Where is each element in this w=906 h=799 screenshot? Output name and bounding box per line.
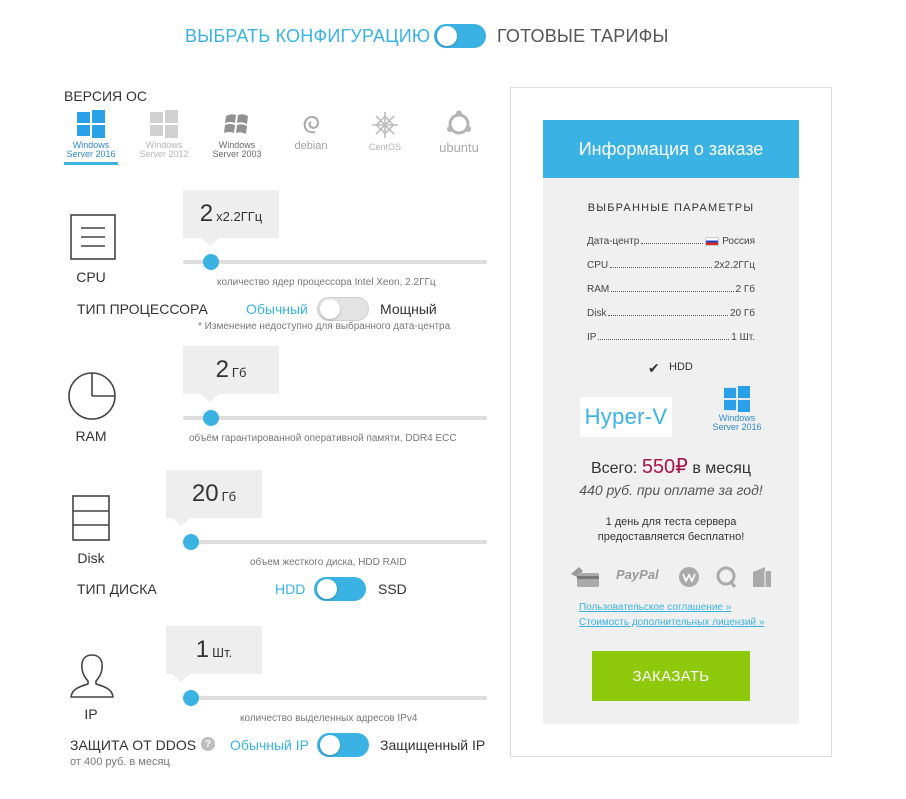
checkmark-icon: ✔ bbox=[648, 360, 660, 376]
windows-logo-icon bbox=[723, 386, 751, 412]
os-label: CentOS bbox=[368, 142, 401, 152]
selected-params-title: ВЫБРАННЫЕ ПАРАМЕТРЫ bbox=[587, 202, 755, 214]
cpu-slider-thumb[interactable] bbox=[203, 254, 219, 270]
os-active-underline bbox=[64, 162, 118, 165]
order-panel-header: Информация о заказе bbox=[543, 120, 799, 178]
os-option-windows-2016[interactable] bbox=[62, 110, 120, 162]
summary-disk-type: HDD bbox=[669, 361, 693, 373]
summary-key: RAM bbox=[587, 284, 610, 295]
windows-logo-icon bbox=[150, 110, 178, 138]
cpu-type-title: ТИП ПРОЦЕССОРА bbox=[77, 301, 208, 317]
summary-row-datacenter bbox=[587, 233, 755, 247]
ip-hint: количество выделенных адресов IPv4 bbox=[240, 713, 418, 724]
leader-dots bbox=[611, 291, 733, 292]
disk-type-ssd[interactable]: SSD bbox=[378, 581, 407, 597]
total-prefix: Всего: bbox=[590, 460, 638, 477]
help-icon[interactable]: ? bbox=[201, 737, 215, 751]
hyperv-logo bbox=[580, 397, 672, 437]
cpu-type-powerful[interactable]: Мощный bbox=[380, 301, 437, 317]
hyperv-text: Hyper-V bbox=[584, 404, 668, 429]
disk-label: Disk bbox=[77, 550, 105, 566]
disk-hint: объем жесткого диска, HDD RAID bbox=[250, 557, 407, 568]
summary-key: Disk bbox=[587, 308, 607, 319]
cpu-value: 2 bbox=[199, 200, 214, 227]
yandex-money-icon bbox=[751, 566, 773, 588]
os-label: Windows Server 2016 bbox=[712, 413, 762, 432]
windows-logo-icon bbox=[77, 110, 105, 138]
centos-star-icon bbox=[370, 110, 400, 140]
toggle-knob bbox=[320, 299, 340, 319]
ddos-toggle[interactable] bbox=[317, 733, 369, 757]
toggle-knob bbox=[320, 735, 340, 755]
ram-unit: Гб bbox=[231, 364, 247, 380]
os-option-windows-2003[interactable] bbox=[208, 110, 266, 162]
ram-label: RAM bbox=[75, 428, 107, 444]
ram-value-box bbox=[183, 346, 279, 394]
value-pointer bbox=[172, 674, 190, 682]
trial-note: 1 день для теста сервера предоставляется бесплатно! bbox=[597, 516, 745, 543]
summary-key: CPU bbox=[587, 260, 609, 271]
ddos-title: ЗАЩИТА ОТ DDOS bbox=[70, 737, 197, 753]
value-pointer bbox=[201, 394, 219, 402]
os-label: Windows Server 2003 bbox=[212, 140, 262, 159]
ddos-option-regular-ip[interactable]: Обычный IP bbox=[230, 737, 309, 753]
os-label: ubuntu bbox=[439, 140, 479, 155]
license-cost-link[interactable]: Стоимость дополнительных лицензий » bbox=[579, 617, 765, 628]
qiwi-icon bbox=[716, 566, 738, 588]
disk-icon bbox=[72, 495, 110, 541]
os-label: Windows Server 2012 bbox=[139, 140, 189, 159]
mode-ready-plans[interactable]: ГОТОВЫЕ ТАРИФЫ bbox=[497, 26, 669, 46]
ddos-option-protected-ip[interactable]: Защищенный IP bbox=[380, 737, 486, 753]
disk-type-toggle[interactable] bbox=[314, 577, 366, 601]
summary-row-cpu bbox=[587, 257, 755, 271]
cpu-slider-track[interactable] bbox=[183, 260, 487, 264]
summary-value: 2 Гб bbox=[735, 284, 755, 295]
total-suffix: в месяц bbox=[692, 460, 752, 477]
order-button[interactable]: ЗАКАЗАТЬ bbox=[592, 651, 750, 701]
disk-slider-track[interactable] bbox=[183, 540, 487, 544]
toggle-knob bbox=[317, 579, 337, 599]
ip-slider-thumb[interactable] bbox=[183, 690, 199, 706]
cpu-type-note: * Изменение недоступно для выбранного дата-центра bbox=[198, 321, 451, 332]
ubuntu-circle-icon bbox=[445, 110, 473, 138]
summary-row-ip bbox=[587, 329, 755, 343]
cpu-value-box bbox=[183, 190, 279, 238]
cpu-hint: количество ядер процессора Intel Xeon, 2.2ГГц bbox=[217, 277, 436, 288]
ddos-price-note: от 400 руб. в месяц bbox=[70, 756, 170, 768]
ram-hint: объём гарантированной оперативной памяти, DDR4 ECC bbox=[189, 433, 457, 444]
user-icon bbox=[68, 652, 116, 700]
summary-key: Дата-центр bbox=[587, 236, 640, 247]
toggle-knob bbox=[437, 26, 457, 46]
total-price: 550₽ bbox=[641, 456, 688, 478]
disk-value: 20 bbox=[191, 480, 219, 507]
disk-type-hdd[interactable]: HDD bbox=[275, 581, 306, 597]
disk-unit: Гб bbox=[221, 488, 237, 504]
summary-row-ram bbox=[587, 281, 755, 295]
ram-slider-track[interactable] bbox=[183, 416, 487, 420]
windows-flag-icon bbox=[223, 110, 251, 138]
summary-row-disk bbox=[587, 305, 755, 319]
cpu-unit: x2.2ГГц bbox=[216, 208, 263, 224]
os-option-centos[interactable] bbox=[356, 110, 414, 162]
summary-value: 20 Гб bbox=[729, 308, 755, 319]
leader-dots bbox=[598, 339, 729, 340]
cpu-label: CPU bbox=[76, 269, 106, 285]
summary-os-badge bbox=[706, 386, 768, 432]
cpu-type-regular[interactable]: Обычный bbox=[246, 301, 308, 317]
cpu-icon bbox=[70, 214, 116, 260]
mode-toggle[interactable] bbox=[434, 24, 486, 48]
summary-value: Россия bbox=[705, 236, 755, 247]
mode-custom-config[interactable]: ВЫБРАТЬ КОНФИГУРАЦИЮ bbox=[185, 26, 431, 46]
ip-value: 1 bbox=[195, 636, 210, 663]
debian-swirl-icon bbox=[297, 110, 325, 138]
os-section-title: ВЕРСИЯ ОС bbox=[64, 88, 148, 104]
ram-slider-thumb[interactable] bbox=[203, 410, 219, 426]
pie-chart-icon bbox=[67, 371, 117, 421]
annual-price: 440 руб. при оплате за год! bbox=[579, 482, 763, 498]
summary-value: 2x2.2ГГц bbox=[713, 260, 755, 271]
os-label: debian bbox=[294, 140, 328, 152]
ram-value: 2 bbox=[215, 356, 229, 383]
ip-label: IP bbox=[84, 706, 98, 722]
os-option-ubuntu[interactable] bbox=[430, 110, 488, 162]
summary-key: IP bbox=[587, 332, 597, 343]
cpu-type-toggle[interactable] bbox=[317, 297, 369, 321]
disk-slider-thumb[interactable] bbox=[183, 534, 199, 550]
leader-dots bbox=[608, 315, 728, 316]
disk-value-box bbox=[166, 470, 262, 518]
summary-value: 1 Шт. bbox=[731, 332, 755, 343]
total-price-line bbox=[543, 454, 799, 479]
ip-unit: Шт. bbox=[212, 644, 233, 660]
ip-slider-track[interactable] bbox=[183, 696, 487, 700]
value-pointer bbox=[201, 238, 219, 246]
value-pointer bbox=[172, 518, 190, 526]
user-agreement-link[interactable]: Пользовательское соглашение » bbox=[579, 602, 732, 613]
ip-value-box bbox=[166, 626, 262, 674]
leader-dots bbox=[610, 267, 712, 268]
webmoney-icon bbox=[678, 566, 700, 588]
card-icon bbox=[569, 566, 601, 588]
os-label: Windows Server 2016 bbox=[66, 140, 116, 159]
os-option-debian[interactable] bbox=[282, 110, 340, 162]
leader-dots bbox=[641, 243, 703, 244]
russia-flag-icon bbox=[705, 237, 719, 246]
disk-type-title: ТИП ДИСКА bbox=[77, 581, 157, 597]
os-option-windows-2012[interactable] bbox=[135, 110, 193, 162]
paypal-logo: PayPal bbox=[616, 567, 659, 582]
